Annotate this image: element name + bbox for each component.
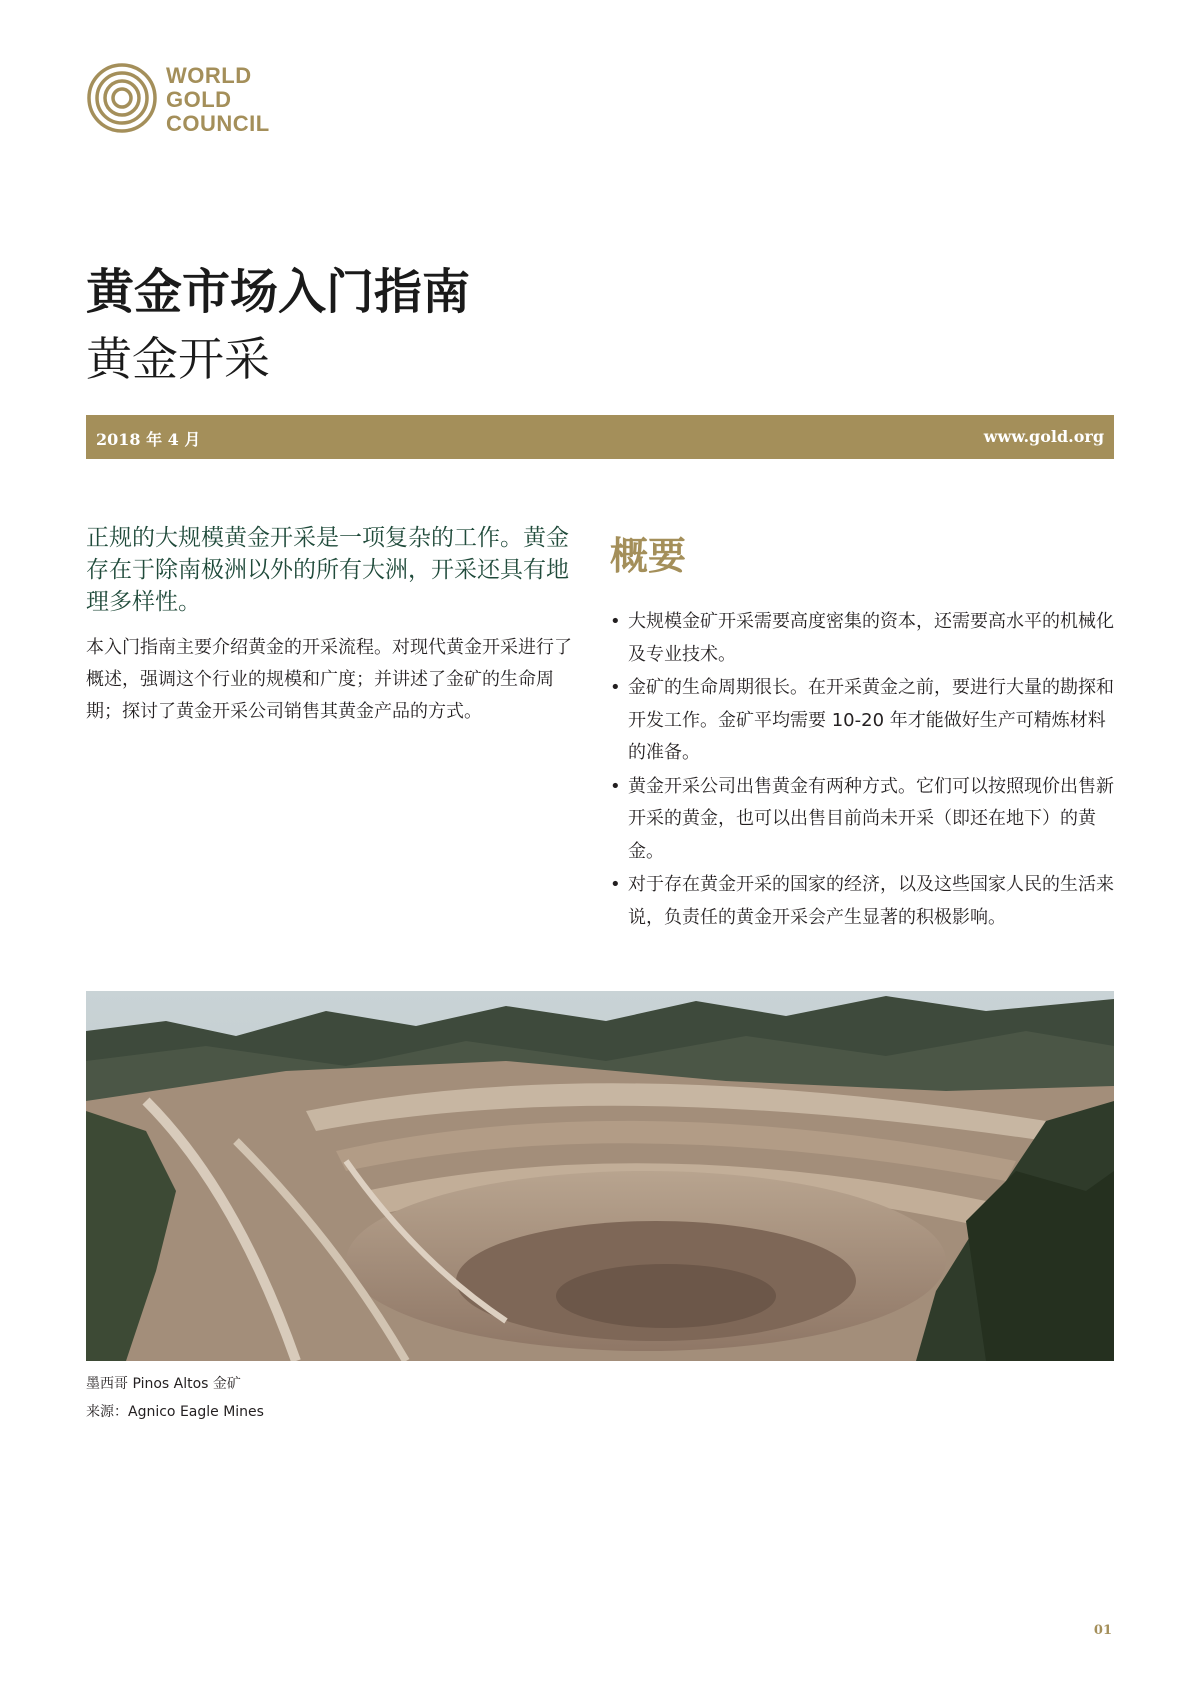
caption-title: 墨西哥 Pinos Altos 金矿 — [86, 1376, 241, 1392]
summary-item-text: 对于存在黄金开采的国家的经济，以及这些国家人民的生活来说，负责任的黄金开采会产生显著的积极影响。 — [628, 874, 1114, 928]
logo-line-council: COUNCIL — [166, 111, 270, 136]
summary-item — [610, 606, 1115, 671]
page-number: 01 — [1093, 1623, 1112, 1638]
summary-list — [610, 606, 1115, 935]
summary-item — [610, 869, 1115, 934]
summary-item-text: 金矿的生命周期很长。在开采黄金之前，要进行大量的勘探和开发工作。金矿平均需要 10-20 年才能做好生产可精炼材料的准备。 — [628, 677, 1114, 763]
mine-photo — [86, 991, 1114, 1361]
world-gold-council-logo — [86, 62, 286, 138]
document-subtitle: 黄金开采 — [86, 332, 270, 386]
lead-paragraph: 正规的大规模黄金开采是一项复杂的工作。黄金存在于除南极洲以外的所有大洲，开采还具有地理多样性。 — [86, 525, 569, 615]
summary-item-text: 大规模金矿开采需要高度密集的资本，还需要高水平的机械化及专业技术。 — [628, 611, 1114, 665]
photo-caption — [86, 1370, 264, 1426]
summary-item — [610, 771, 1115, 869]
website-link[interactable]: www.gold.org — [983, 427, 1104, 446]
summary-item-text: 黄金开采公司出售黄金有两种方式。它们可以按照现价出售新开采的黄金，也可以出售目前尚未开采（即还在地下）的黄金。 — [628, 775, 1114, 862]
logo-wordmark — [166, 64, 270, 136]
open-pit-mine-illustration — [86, 991, 1114, 1361]
date-banner — [86, 415, 1114, 459]
bullet-icon: • — [610, 775, 621, 797]
intro-paragraph: 本入门指南主要介绍黄金的开采流程。对现代黄金开采进行了概述，强调这个行业的规模和广度；并讲述了金矿的生命周期；探讨了黄金开采公司销售其黄金产品的方式。 — [86, 637, 572, 722]
summary-heading: 概要 — [610, 534, 687, 578]
document-title: 黄金市场入门指南 — [86, 264, 471, 320]
summary-item — [610, 672, 1115, 770]
bullet-icon: • — [610, 677, 621, 698]
publication-date: 2018 年 4 月 — [96, 430, 201, 449]
bullet-icon: • — [610, 611, 621, 632]
logo-line-world: WORLD — [166, 63, 252, 88]
caption-source: 来源：Agnico Eagle Mines — [86, 1404, 264, 1420]
logo-line-gold: GOLD — [166, 87, 232, 112]
bullet-icon: • — [610, 874, 621, 895]
gold-rings-icon — [86, 62, 158, 134]
